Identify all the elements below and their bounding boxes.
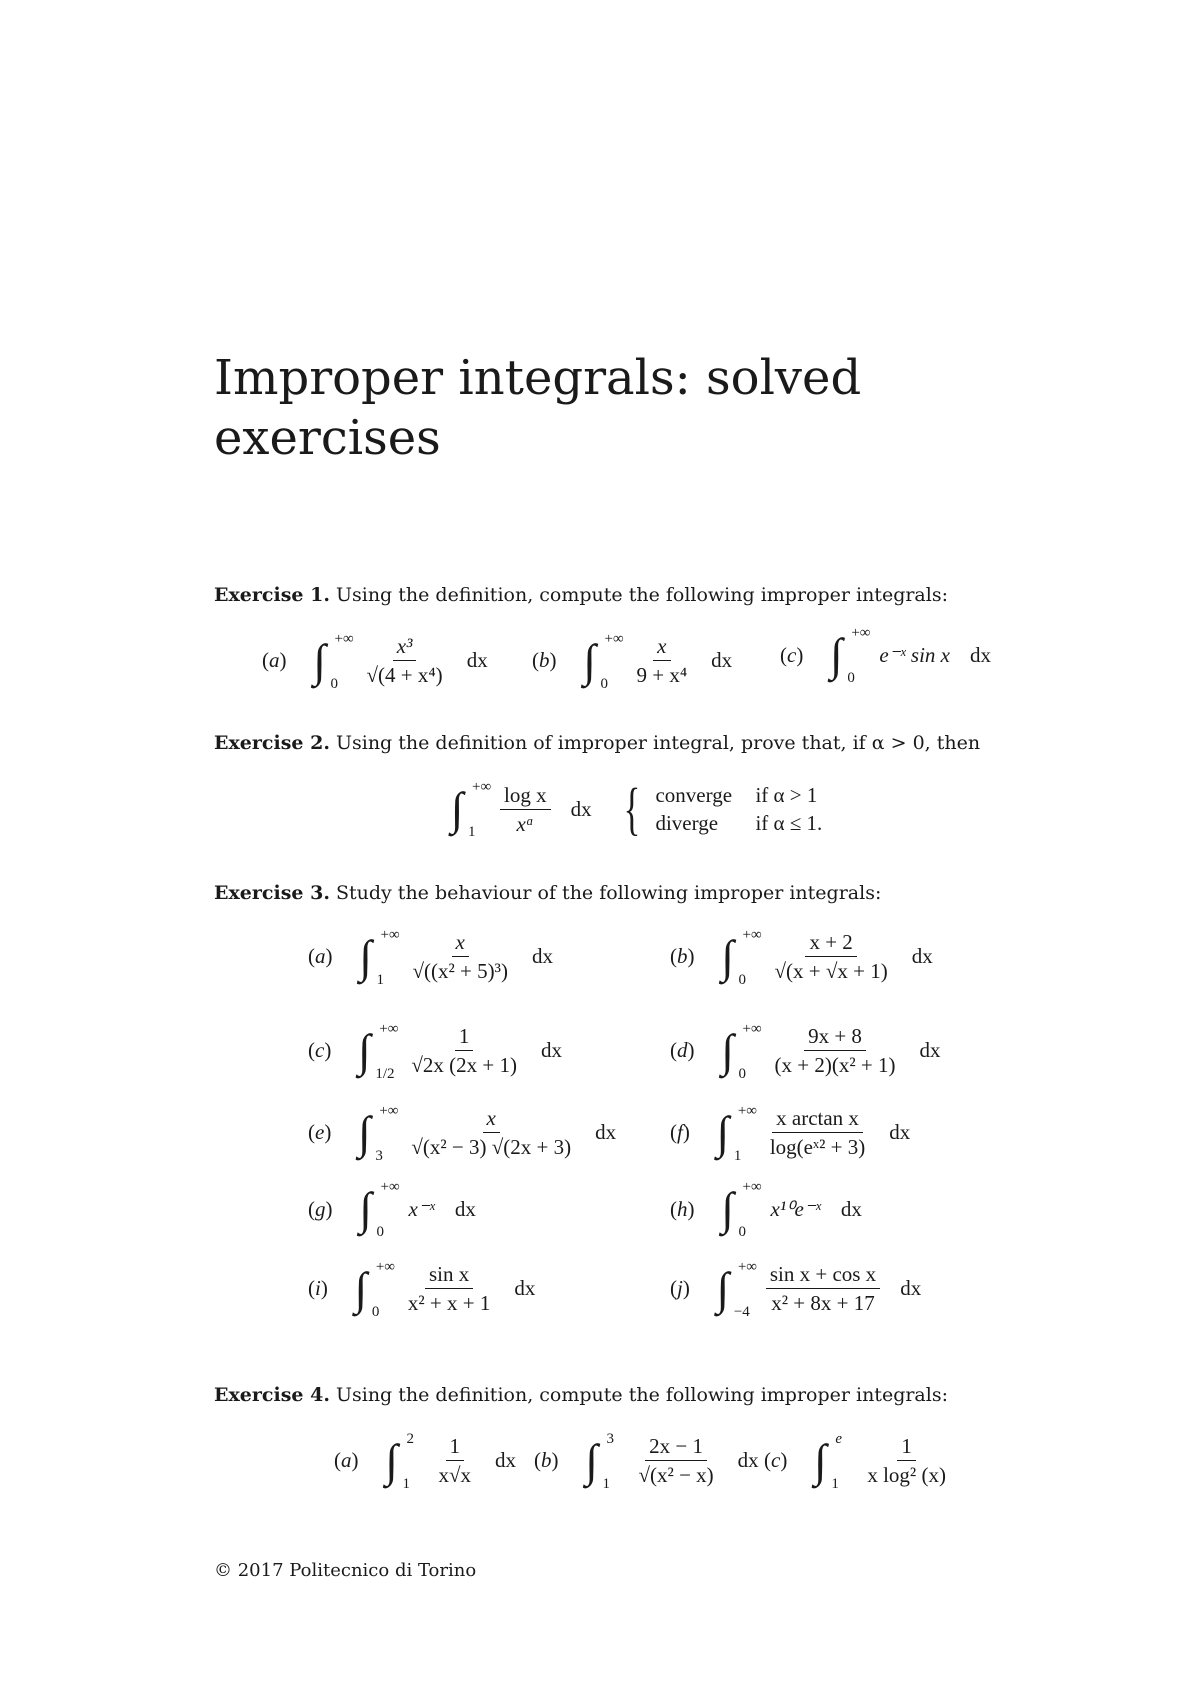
upper-limit: +∞ xyxy=(472,779,492,795)
ex3-item-e xyxy=(308,1102,617,1164)
exercise-1-label: Exercise 1. xyxy=(214,584,330,606)
upper-limit: +∞ xyxy=(742,1179,762,1195)
differential: dx xyxy=(540,1038,562,1062)
exercise-2-label: Exercise 2. xyxy=(214,732,330,754)
case-condition: if α ≤ 1. xyxy=(755,811,823,835)
lower-limit: 1 xyxy=(376,971,384,988)
integral-sign: ∫ +∞ 0 xyxy=(359,1179,400,1240)
denominator: x√x xyxy=(438,1463,472,1487)
exercise-1-text: Using the definition, compute the following improper integrals: xyxy=(335,584,948,606)
differential: dx xyxy=(900,1276,922,1300)
item-tag: ( d ) xyxy=(670,1038,695,1063)
denominator: √(x + √x + 1) xyxy=(774,959,888,983)
item-tag: ( a ) xyxy=(308,944,333,969)
exercise-4-text: Using the definition, compute the following improper integrals: xyxy=(335,1384,948,1406)
upper-limit: 3 xyxy=(606,1430,614,1447)
integral-sign: ∫ e 1 xyxy=(814,1430,842,1492)
integral-sign: ∫ +∞ 0 xyxy=(721,1020,762,1082)
exercise-3-statement xyxy=(214,882,881,904)
integral-sign: ∫ +∞ 0 xyxy=(313,630,354,692)
upper-limit: +∞ xyxy=(379,1020,399,1037)
numerator: 2x − 1 xyxy=(645,1432,707,1461)
differential: dx xyxy=(889,1120,911,1144)
fraction xyxy=(435,1432,476,1489)
numerator: x arctan x xyxy=(772,1104,863,1133)
lower-limit: 0 xyxy=(371,1303,380,1320)
ex1-item-b xyxy=(532,630,733,692)
lower-limit: 0 xyxy=(738,1224,746,1240)
item-tag: ( a ) xyxy=(334,1448,359,1473)
item-tag: ( b ) xyxy=(670,944,695,969)
ex3-item-f xyxy=(670,1102,911,1164)
fraction xyxy=(407,1022,521,1079)
upper-limit: +∞ xyxy=(742,1020,762,1037)
differential: dx xyxy=(840,1196,862,1221)
exercise-1-statement xyxy=(214,584,948,606)
integral-sign: ∫ +∞ 1 xyxy=(450,779,492,840)
exercise-4-statement xyxy=(214,1384,948,1406)
ex3-item-d xyxy=(670,1020,941,1082)
upper-limit: +∞ xyxy=(379,1102,399,1119)
item-tag: ( f ) xyxy=(670,1120,690,1145)
upper-limit: +∞ xyxy=(742,926,762,943)
fraction xyxy=(500,781,551,838)
numerator: 1 xyxy=(455,1022,474,1051)
fraction xyxy=(863,1432,950,1489)
differential: dx xyxy=(911,944,933,968)
integral-sign: ∫ +∞ −4 xyxy=(716,1258,757,1320)
ex3-item-c xyxy=(308,1020,562,1082)
lower-limit: 0 xyxy=(600,675,608,692)
cases xyxy=(618,776,823,841)
numerator: sin x + cos x xyxy=(766,1260,880,1289)
upper-limit: +∞ xyxy=(334,630,354,647)
ex2-integral xyxy=(446,776,823,841)
fraction xyxy=(409,928,512,985)
lower-limit: −4 xyxy=(733,1303,750,1320)
differential: dx xyxy=(514,1276,536,1300)
upper-limit: +∞ xyxy=(380,1179,400,1195)
lower-limit: 0 xyxy=(847,670,855,686)
numerator: x xyxy=(653,632,670,661)
differential: dx xyxy=(595,1120,617,1144)
fraction xyxy=(766,1260,880,1317)
item-tag: ( e ) xyxy=(308,1120,331,1145)
upper-limit: +∞ xyxy=(375,1258,395,1275)
upper-limit: +∞ xyxy=(604,630,624,647)
integral-sign: ∫ +∞ 0 xyxy=(721,926,762,988)
ex4-item-b xyxy=(534,1430,759,1492)
numerator: 9x + 8 xyxy=(804,1022,866,1051)
differential: dx xyxy=(711,648,733,672)
case-row xyxy=(655,781,822,809)
ex4-item-c xyxy=(764,1430,960,1492)
fraction xyxy=(633,632,692,689)
denominator: x log² (x) xyxy=(867,1463,946,1487)
item-tag: ( c ) xyxy=(780,643,803,668)
differential: dx xyxy=(970,642,991,667)
integral-sign: ∫ +∞ 0 xyxy=(830,625,871,686)
integral-sign: ∫ +∞ 3 xyxy=(358,1102,399,1164)
denominator: (x + 2)(x² + 1) xyxy=(774,1053,896,1077)
denominator: √(4 + x⁴) xyxy=(366,663,443,687)
item-tag: ( h ) xyxy=(670,1197,695,1222)
item-tag: ( c ) xyxy=(764,1448,787,1473)
numerator: x xyxy=(452,928,469,957)
integral-sign: ∫ 2 1 xyxy=(385,1430,414,1492)
ex3-item-j xyxy=(670,1258,922,1320)
integrand: x¹⁰e⁻ˣ xyxy=(770,1196,821,1221)
upper-limit: +∞ xyxy=(851,625,871,641)
ex1-item-c xyxy=(780,625,991,686)
lower-limit: 1 xyxy=(733,1147,742,1164)
integral-sign: ∫ +∞ 1/2 xyxy=(358,1020,399,1082)
fraction xyxy=(404,1260,494,1317)
upper-limit: e xyxy=(835,1430,842,1447)
ex3-item-a xyxy=(308,926,553,988)
upper-limit: +∞ xyxy=(737,1258,757,1275)
lower-limit: 1 xyxy=(831,1475,839,1492)
differential: dx xyxy=(495,1448,517,1472)
fraction xyxy=(771,1022,900,1079)
case-word: diverge xyxy=(655,811,719,835)
lower-limit: 3 xyxy=(375,1147,383,1164)
exercise-2-statement xyxy=(214,732,980,754)
lower-limit: 0 xyxy=(738,1065,746,1082)
case-row xyxy=(655,809,822,837)
upper-limit: +∞ xyxy=(380,926,400,943)
exercise-4-label: Exercise 4. xyxy=(214,1384,330,1406)
numerator: sin x xyxy=(425,1260,473,1289)
upper-limit: +∞ xyxy=(737,1102,757,1119)
numerator: x + 2 xyxy=(805,928,856,957)
denominator: x² + x + 1 xyxy=(407,1291,491,1315)
integrand: e⁻ˣ sin x xyxy=(879,642,950,667)
item-tag: ( b ) xyxy=(532,648,557,673)
integrand: x⁻ˣ xyxy=(408,1196,435,1221)
exercise-2-text: Using the definition of improper integral, prove that, if α > 0, then xyxy=(335,732,981,754)
denominator: √((x² + 5)³) xyxy=(412,959,508,983)
case-word: converge xyxy=(655,783,733,807)
ex3-item-b xyxy=(670,926,933,988)
differential: dx xyxy=(737,1448,759,1472)
lower-limit: 0 xyxy=(376,1224,384,1240)
numerator: x xyxy=(483,1104,500,1133)
differential: dx xyxy=(531,944,553,968)
differential: dx xyxy=(919,1038,941,1062)
fraction xyxy=(635,1432,718,1489)
ex1-item-a xyxy=(262,630,488,692)
ex3-item-g xyxy=(308,1179,476,1240)
fraction xyxy=(407,1104,575,1161)
numerator: 1 xyxy=(446,1432,465,1461)
integral-sign: ∫ +∞ 0 xyxy=(583,630,624,692)
lower-limit: 1 xyxy=(602,1475,610,1492)
fraction xyxy=(363,632,447,689)
item-tag: ( c ) xyxy=(308,1038,331,1063)
integral-sign: ∫ +∞ 1 xyxy=(716,1102,757,1164)
ex4-item-a xyxy=(334,1430,517,1492)
case-condition: if α > 1 xyxy=(755,783,818,807)
denominator: √(x² − x) xyxy=(638,1463,714,1487)
ex3-item-i xyxy=(308,1258,536,1320)
ex3-item-h xyxy=(670,1179,862,1240)
item-tag: ( i ) xyxy=(308,1276,328,1301)
denominator: x² + 8x + 17 xyxy=(771,1291,875,1315)
fraction xyxy=(766,1104,869,1161)
denominator: 9 + x⁴ xyxy=(636,663,688,687)
differential: dx xyxy=(570,796,592,821)
lower-limit: 1 xyxy=(468,824,476,840)
upper-limit: 2 xyxy=(406,1430,414,1447)
copyright-footer: © 2017 Politecnico di Torino xyxy=(214,1560,477,1581)
denominator: √(x² − 3) √(2x + 3) xyxy=(411,1135,572,1159)
denominator: xᵅ xyxy=(516,811,535,836)
exercise-3-label: Exercise 3. xyxy=(214,882,330,904)
item-tag: ( b ) xyxy=(534,1448,559,1473)
lower-limit: 1 xyxy=(402,1475,410,1492)
left-brace: { xyxy=(623,776,640,841)
item-tag: ( g ) xyxy=(308,1197,333,1222)
integral-sign: ∫ +∞ 0 xyxy=(721,1179,762,1240)
item-tag: ( j ) xyxy=(670,1276,690,1301)
item-tag: ( a ) xyxy=(262,648,287,673)
integral-sign: ∫ 3 1 xyxy=(585,1430,614,1492)
fraction xyxy=(771,928,892,985)
denominator: √2x (2x + 1) xyxy=(411,1053,517,1077)
lower-limit: 0 xyxy=(330,675,338,692)
numerator: x³ xyxy=(393,632,417,661)
differential: dx xyxy=(454,1196,476,1221)
differential: dx xyxy=(466,648,488,672)
exercise-3-text: Study the behaviour of the following improper integrals: xyxy=(335,882,882,904)
integral-sign: ∫ +∞ 1 xyxy=(359,926,400,988)
numerator: 1 xyxy=(897,1432,916,1461)
numerator: log x xyxy=(500,781,551,810)
lower-limit: 0 xyxy=(738,971,746,988)
page-title: Improper integrals: solved exercises xyxy=(214,350,862,466)
integral-sign: ∫ +∞ 0 xyxy=(354,1258,395,1320)
denominator: log(eˣ² + 3) xyxy=(769,1135,866,1159)
lower-limit: 1/2 xyxy=(375,1065,395,1082)
